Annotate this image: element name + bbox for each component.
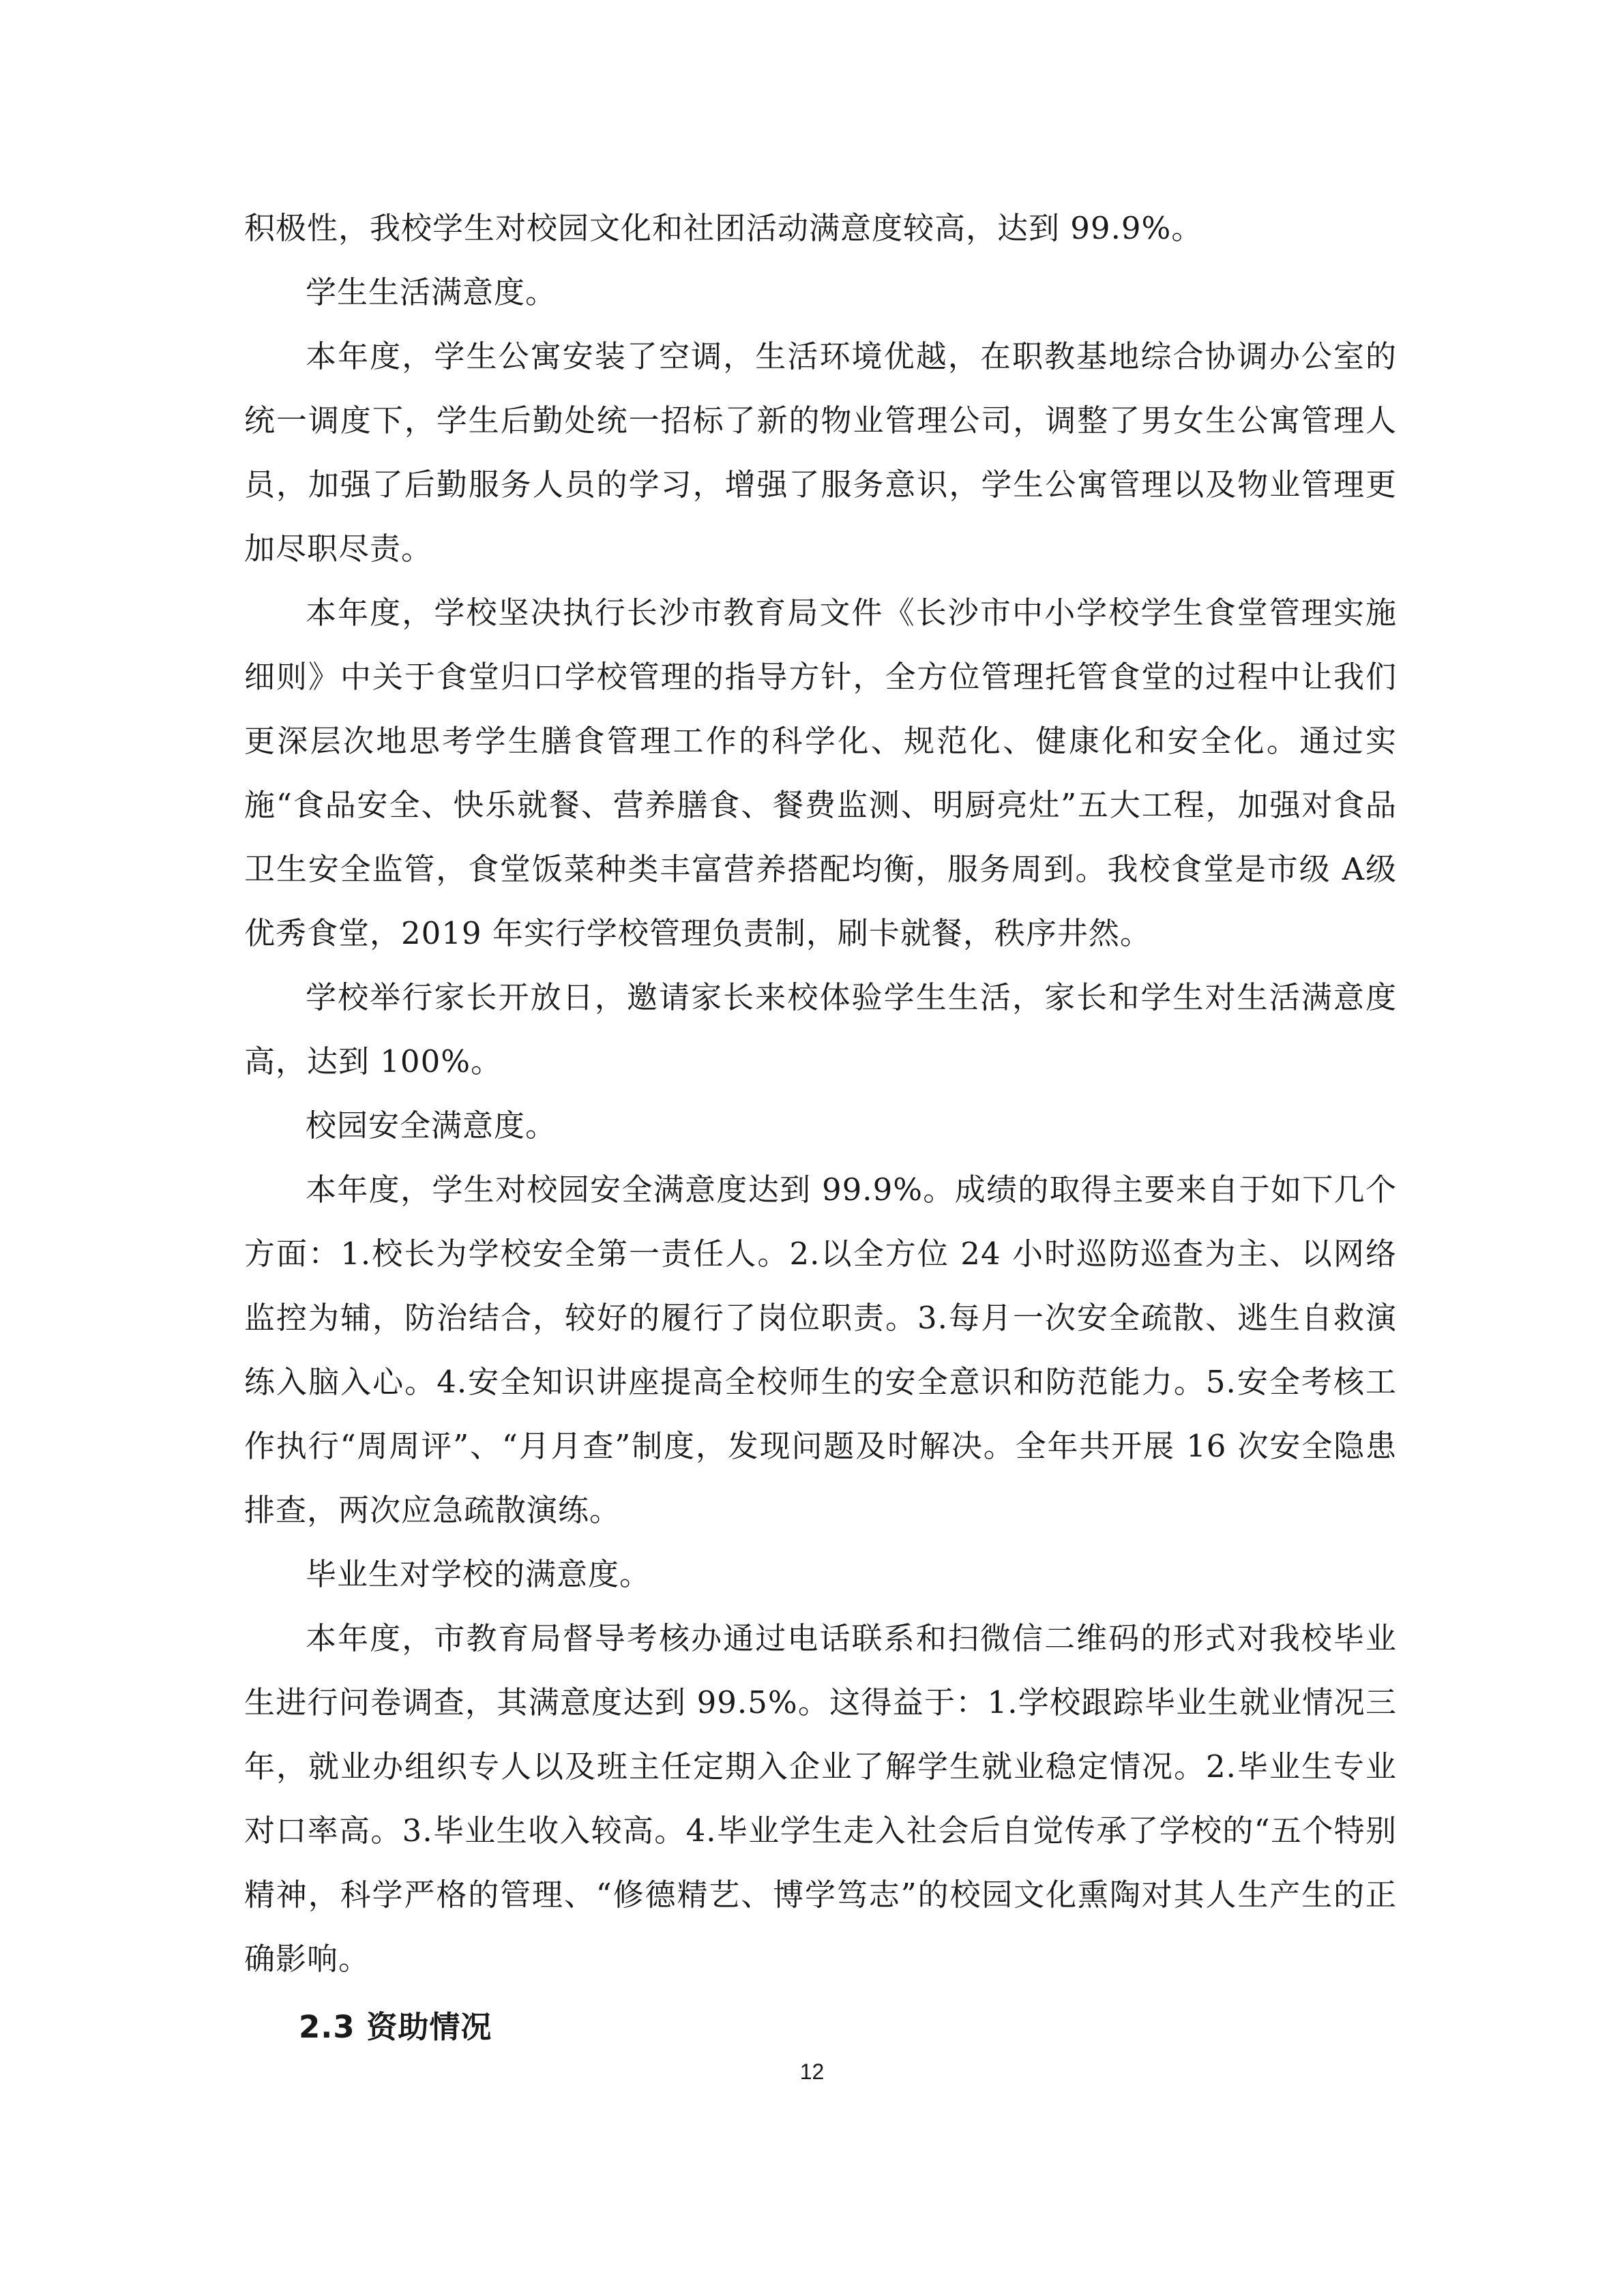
paragraph-graduates: 本年度，市教育局督导考核办通过电话联系和扫微信二维码的形式对我校毕业生进行问卷调查，其满意度达到 99.5%。这得益于：1.学校跟踪毕业生就业情况三年，就业办组织专人以及班主任定期入企业了解学生就业稳定情况。2.毕业生专业对口率高。3.毕业生收入较高。4.毕业学生走入社会后自觉传承了学校的“五个特别精神，科学严格的管理、“修德精艺、博学笃志”的校园文化熏陶对其人生产生的正确影响。 bbox=[244, 1620, 1397, 1977]
section-heading: 2.3 资助情况 bbox=[299, 2009, 492, 2045]
subheading-campus-safety: 校园安全满意度。 bbox=[306, 1107, 557, 1144]
paragraph-safety: 本年度，学生对校园安全满意度达到 99.9%。成绩的取得主要来自于如下几个方面：1.校长为学校安全第一责任人。2.以全方位 24 小时巡防巡查为主、以网络监控为辅，防治结合，较好的履行了岗位职责。3.每月一次安全疏散、逃生自救演练入脑入心。4.安全知识讲座提高全校师生的安全意识和防范能力。5.安全考核工作执行“周周评”、“月月查”制度，发现问题及时解决。全年共开展 16 次安全隐患排查，两次应急疏散演练。 bbox=[244, 1172, 1397, 1528]
paragraph-canteen: 本年度，学校坚决执行长沙市教育局文件《长沙市中小学校学生食堂管理实施细则》中关于食堂归口学校管理的指导方针，全方位管理托管食堂的过程中让我们更深层次地思考学生膳食管理工作的科学化、规范化、健康化和安全化。通过实施“食品安全、快乐就餐、营养膳食、餐费监测、明厨亮灶”五大工程，加强对食品卫生安全监管，食堂饭菜种类丰富营养搭配均衡，服务周到。我校食堂是市级 A级优秀食堂，2019 年实行学校管理负责制，刷卡就餐，秩序井然。 bbox=[244, 595, 1397, 951]
paragraph-parents-day: 学校举行家长开放日，邀请家长来校体验学生生活，家长和学生对生活满意度高，达到 100%。 bbox=[244, 979, 1397, 1079]
paragraph-dormitory: 本年度，学生公寓安装了空调，生活环境优越，在职教基地综合协调办公室的统一调度下，学生后勤处统一招标了新的物业管理公司，调整了男女生公寓管理人员，加强了后勤服务人员的学习，增强了服务意识，学生公寓管理以及物业管理更加尽职尽责。 bbox=[244, 338, 1397, 567]
subheading-student-life: 学生生活满意度。 bbox=[306, 274, 557, 310]
subheading-graduate-satisfaction: 毕业生对学校的满意度。 bbox=[306, 1556, 651, 1592]
page-number: 12 bbox=[799, 2059, 825, 2084]
paragraph-continuation: 积极性，我校学生对校园文化和社团活动满意度较高，达到 99.9%。 bbox=[244, 210, 1203, 246]
document-body bbox=[244, 196, 1397, 2059]
